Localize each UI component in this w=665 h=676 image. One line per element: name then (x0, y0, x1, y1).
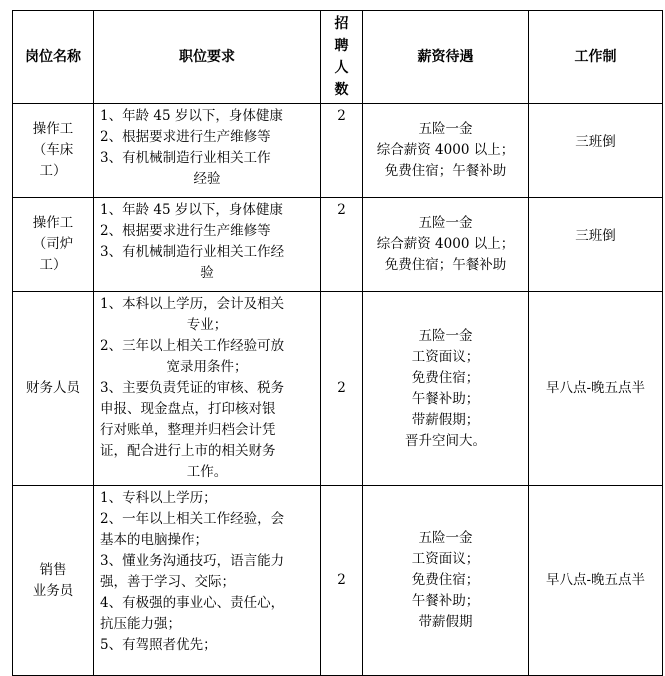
requirement-line: 3、主要负责凭证的审核、税务 (100, 380, 285, 396)
position-line: 操作工 (32, 121, 74, 137)
table-row (13, 104, 663, 198)
requirement-line: 申报、现金盘点，打印核对银 (100, 401, 276, 417)
salary-cell (363, 104, 529, 198)
header-schedule: 工作制 (529, 11, 663, 104)
requirement-line: 验 (200, 265, 214, 281)
header-position: 岗位名称 (13, 11, 94, 104)
salary-line: 五险一金 (418, 121, 473, 137)
count-cell: 2 (321, 292, 363, 486)
position-line: （车床 (32, 142, 74, 158)
requirement-line: 宽录用条件； (166, 359, 248, 375)
requirement-line: 专业； (186, 317, 228, 333)
position-line: 操作工 (32, 215, 74, 231)
header-count-char: 聘 (334, 38, 349, 54)
header-count-char: 人 (334, 60, 349, 76)
requirements-cell (94, 486, 321, 676)
requirement-line: 3、懂业务沟通技巧，语言能力 (100, 553, 285, 569)
salary-line: 免费住宿； (411, 369, 480, 386)
count-cell: 2 (321, 104, 363, 198)
recruitment-table (12, 10, 663, 676)
position-line: 工） (39, 163, 67, 179)
header-count-char: 招 (334, 16, 349, 32)
salary-line: 五险一金 (418, 215, 473, 231)
count-cell: 2 (321, 486, 363, 676)
requirement-line: 4、有极强的事业心、责任心， (100, 595, 285, 611)
salary-line: 免费住宿；午餐补助 (384, 257, 507, 273)
salary-line: 综合薪资 4000 以上； (376, 236, 515, 252)
position-line: 销售 (39, 561, 67, 578)
table-row (13, 198, 663, 292)
position-line: 业务员 (32, 582, 74, 599)
position-line: 财务人员 (26, 380, 80, 396)
salary-line: 五险一金 (418, 327, 473, 344)
requirement-line: 2、根据要求进行生产维修等 (100, 129, 271, 145)
position-cell (13, 104, 94, 198)
salary-cell (363, 292, 529, 486)
header-count (321, 11, 363, 104)
requirement-line: 1、年龄 45 岁以下，身体健康 (100, 202, 283, 218)
salary-line: 综合薪资 4000 以上； (376, 142, 515, 158)
position-line: （司炉 (32, 236, 74, 252)
schedule-cell: 三班倒 (529, 104, 663, 198)
salary-cell (363, 486, 529, 676)
salary-line: 晋升空间大。 (405, 432, 486, 449)
requirement-line: 2、三年以上相关工作经验可放 (100, 338, 285, 354)
salary-line: 午餐补助； (411, 593, 480, 609)
salary-line: 免费住宿；午餐补助 (384, 163, 507, 179)
schedule-cell: 三班倒 (529, 198, 663, 292)
requirements-cell (94, 292, 321, 486)
requirement-line: 1、专科以上学历； (100, 490, 217, 506)
salary-cell (363, 198, 529, 292)
table-row (13, 486, 663, 676)
requirement-line: 3、有机械制造行业相关工作经 (100, 244, 285, 260)
table-row (13, 292, 663, 486)
requirement-line: 1、本科以上学历，会计及相关 (100, 296, 285, 312)
requirement-line: 行对账单，整理并归档会计凭 (100, 422, 276, 438)
requirement-line: 1、年龄 45 岁以下，身体健康 (100, 108, 283, 124)
salary-line: 免费住宿； (411, 572, 480, 588)
count-cell: 2 (321, 198, 363, 292)
header-salary: 薪资待遇 (363, 11, 529, 104)
requirement-line: 强，善于学习、交际； (100, 574, 235, 590)
schedule-cell: 早八点-晚五点半 (529, 486, 663, 676)
salary-line: 五险一金 (418, 530, 473, 546)
position-cell (13, 486, 94, 676)
requirement-line: 2、一年以上相关工作经验，会 (100, 511, 285, 527)
header-count-char: 数 (334, 82, 349, 98)
requirement-line: 抗压能力强； (100, 616, 181, 632)
requirement-line: 5、有驾照者优先； (100, 637, 217, 653)
requirement-line: 工作。 (186, 464, 228, 480)
header-requirements: 职位要求 (94, 11, 321, 104)
requirements-cell (94, 104, 321, 198)
salary-line: 工资面议； (411, 348, 480, 365)
position-cell (13, 292, 94, 486)
salary-line: 带薪假期； (411, 411, 480, 428)
requirement-line: 基本的电脑操作； (100, 532, 208, 548)
requirement-line: 证，配合进行上市的相关财务 (100, 443, 276, 459)
position-cell (13, 198, 94, 292)
requirement-line: 经验 (193, 171, 221, 187)
requirements-cell (94, 198, 321, 292)
salary-line: 带薪假期 (418, 614, 473, 630)
table-header-row (13, 11, 663, 104)
position-line: 工） (39, 257, 67, 273)
salary-line: 工资面议； (411, 551, 480, 567)
requirement-line: 2、根据要求进行生产维修等 (100, 223, 271, 239)
salary-line: 午餐补助； (411, 390, 480, 407)
schedule-cell: 早八点-晚五点半 (529, 292, 663, 486)
requirement-line: 3、有机械制造行业相关工作 (100, 150, 271, 166)
